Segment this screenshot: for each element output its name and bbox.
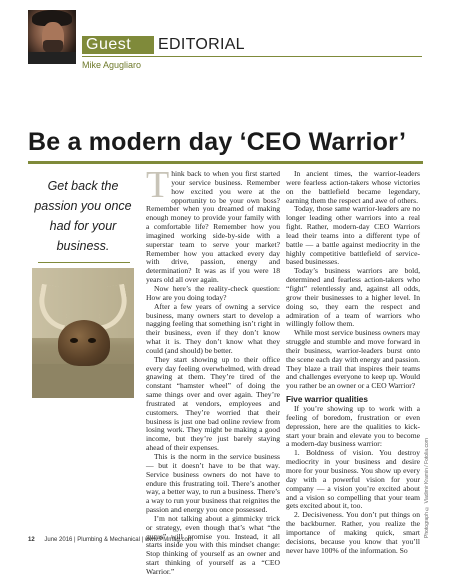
header-divider bbox=[82, 56, 422, 57]
author-photo bbox=[28, 10, 76, 62]
body-paragraph: This is the norm in the service business — but it doesn’t have to be that way. Service business owners do not have to endure this frustrating toil. There’s another way, a better way, to run a business. There’s a way to run your business that reignites the passion and energy you once possessed. bbox=[146, 452, 280, 515]
body-paragraph: After a few years of owning a service business, many owners start to develop a nagging feeling that something isn’t right in their business, even if they don’t know what it is. They don’t know what they could (and should) be better. bbox=[146, 301, 280, 355]
page-footer bbox=[28, 537, 193, 543]
drop-cap: T bbox=[146, 164, 170, 206]
warrior-helmet-photo bbox=[32, 268, 134, 398]
section-label-guest: Guest bbox=[82, 36, 154, 54]
section-label-editorial: EDITORIAL bbox=[158, 36, 245, 53]
body-paragraph: Today, those same warrior-leaders are no longer leading other warriors into a real fight. Rather, modern-day CEO Warriors lead their teams into a different type of battle — a battle against mediocrity in the highly competitive battlefield of service-based businesses. bbox=[286, 204, 420, 267]
article-column-2 bbox=[286, 170, 420, 555]
body-paragraph: If you’re showing up to work with a feeling of boredom, frustration or even depression, here are the qualities to kick-start your brain and elevate you to become a modern-day business warrior: bbox=[286, 404, 420, 449]
title-divider bbox=[28, 161, 423, 164]
body-paragraph: They start showing up to their office every day feeling overwhelmed, with dread gnawing at them. They’re tired of the constant “hamster wheel” of doing the same things over and over again. They’re frustrated at vendors, employees and customers. They’re worried that their business is just one bad online review from losing work. They might be making a good income, but they’re just barely staying ahead of their expenses. bbox=[146, 354, 280, 453]
pull-quote: Get back the passion you once had for your business. bbox=[34, 179, 132, 253]
pull-quote-divider bbox=[38, 262, 130, 263]
author-byline: Mike Agugliaro bbox=[82, 60, 142, 70]
body-paragraph: Now here’s the reality-check question: How are you doing today? bbox=[146, 283, 280, 302]
body-paragraph: Think back to when you first started your service business. Remember how excited you were at the opportunity to be your own boss? Remember when you dreamed of making enough money to provide your family with a comfortable life? Remember how you imagined working side-by-side with a superstar team to serve your market? Remember how you attacked every day with drive, passion, energy and determination? It was as if you were 18 years old all over again. bbox=[146, 164, 280, 285]
photo-credit: Photograph © Vladimir Kramin / Fotolia.com bbox=[424, 438, 430, 538]
section-subhead: Five warrior qualities bbox=[286, 395, 368, 405]
body-paragraph: While most service business owners may struggle and stumble and move forward in their business, warrior-leaders burst onto the scene each day with energy and passion. They blaze a trail that inspires their teams and challenges everyone to keep up. Would you rather be an owner or a CEO Warrior? bbox=[286, 328, 420, 391]
body-paragraph: 1. Boldness of vision. You destroy mediocrity in your business and desire more for your business. You show up every day with a powerful vision for your company — a vision you’re excited about and a vision so compelling that your team gets excited about it, too. bbox=[286, 448, 420, 511]
body-paragraph: In ancient times, the warrior-leaders were fearless action-takers whose victories on the battlefield became legendary, earning them the respect and awe of others. bbox=[286, 169, 420, 205]
body-paragraph: Today’s business warriors are bold, determined and fearless action-takers who “fight” relentlessly and, against all odds, grow their businesses to a higher level. In doing so, they earn the respect and admiration of a team of warriors who willingly follow them. bbox=[286, 266, 420, 329]
body-paragraph: I’m not talking about a gimmicky trick or strategy, even though that’s what “the gurus” will promise you. Instead, it all starts inside you with this mindset change: Stop thinking of yourself as an owner and start thinking of yourself as a “CEO Warrior.” bbox=[146, 513, 280, 576]
article-title: Be a modern day ‘CEO Warrior’ bbox=[28, 128, 407, 156]
article-column-1 bbox=[146, 164, 280, 577]
page-number: 12 bbox=[28, 537, 35, 543]
body-paragraph: 2. Decisiveness. You don’t put things on the backburner. Rather, you realize the importance of making quick, smart decisions, because you know that you’ll never have 100% of the information. So bbox=[286, 510, 420, 555]
footer-text: June 2016 | Plumbing & Mechanical | www.PMmag.com bbox=[44, 537, 193, 543]
